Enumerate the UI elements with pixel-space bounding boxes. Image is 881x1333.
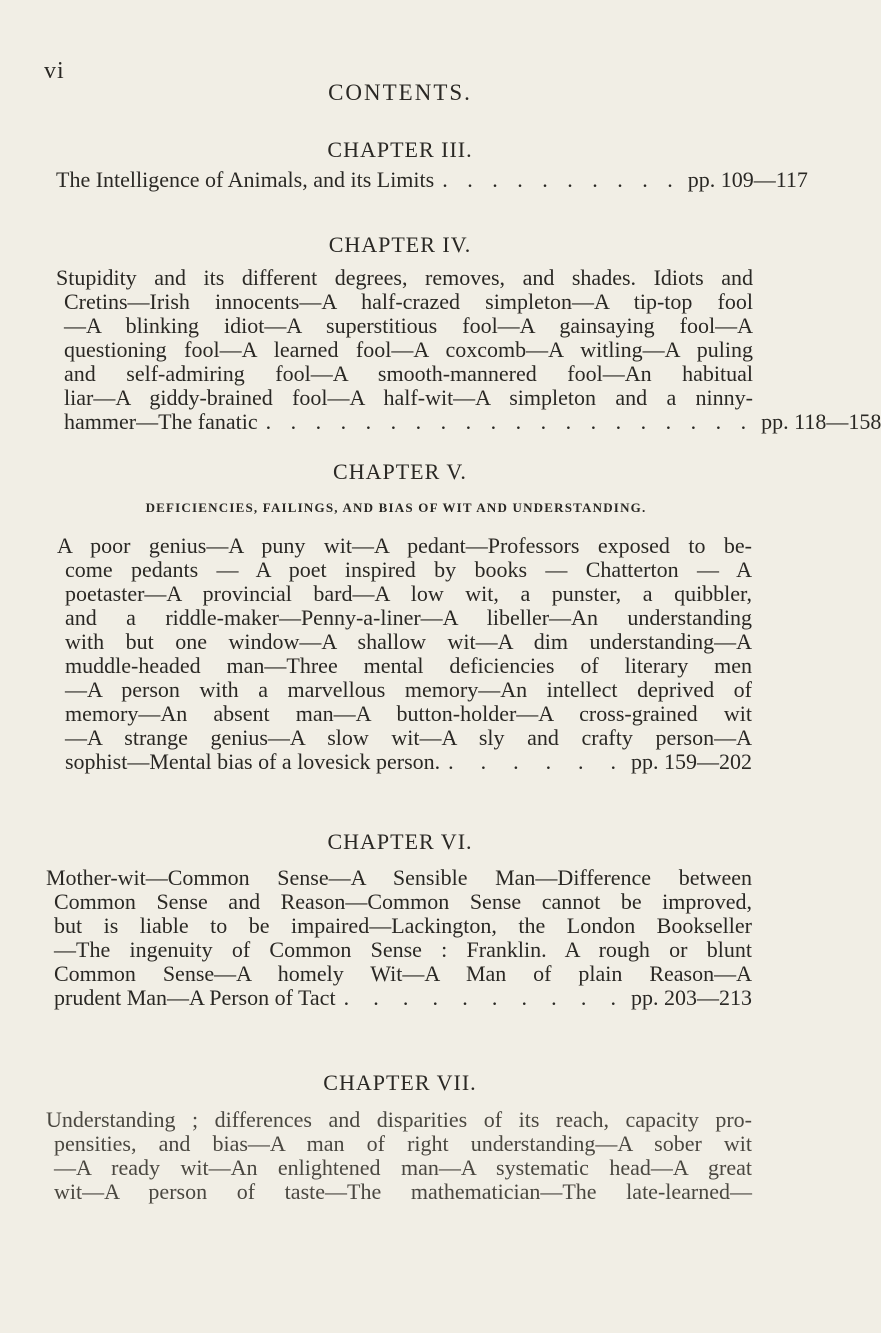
dot-leaders: . . . . . . . . . . . . . . . . . . . . xyxy=(265,409,754,434)
chapter-iv-line: and self-admiring fool—A smooth-mannered fool—An habitual xyxy=(64,361,753,386)
chapter-vi-heading: CHAPTER VI. xyxy=(327,829,473,854)
chapter-iii-text: The Intelligence of Animals, and its Limits xyxy=(56,167,435,192)
chapter-vii-line: pensities, and bias—A man of right understanding—A sober wit xyxy=(54,1131,752,1156)
chapter-v-heading: CHAPTER V. xyxy=(333,459,467,484)
chapter-iii-pages: pp. 109—117 xyxy=(687,167,808,192)
chapter-vii-line: —A ready wit—An enlightened man—A systematic head—A great xyxy=(54,1155,752,1180)
dot-leaders: . . . . . . . . . . xyxy=(442,167,680,192)
chapter-iii-entry xyxy=(56,167,808,192)
chapter-v-text: sophist—Mental bias of a lovesick person. xyxy=(65,749,441,774)
dot-leaders: . . . . . . xyxy=(448,749,623,774)
running-head: CONTENTS. xyxy=(328,80,472,105)
chapter-v-subheading: DEFICIENCIES, FAILINGS, AND BIAS OF WIT AND UNDERSTANDING. xyxy=(145,500,647,515)
page-number: vi xyxy=(44,58,65,84)
chapter-iv-pages: pp. 118—158 xyxy=(761,409,881,434)
chapter-vii-line: Understanding ; differences and disparities of its reach, capacity pro- xyxy=(46,1107,752,1132)
chapter-v-line: and a riddle-maker—Penny-a-liner—A libeller—An understanding xyxy=(65,605,752,630)
chapter-iv-line: questioning fool—A learned fool—A coxcomb—A witling—A puling xyxy=(64,337,753,362)
chapter-v-line: —A strange genius—A slow wit—A sly and crafty person—A xyxy=(65,725,752,750)
chapter-vii-heading: CHAPTER VII. xyxy=(323,1070,477,1095)
chapter-v-line: memory—An absent man—A button-holder—A cross-grained wit xyxy=(65,701,752,726)
chapter-iv-text: hammer—The fanatic xyxy=(64,409,258,434)
chapter-vi-pages: pp. 203—213 xyxy=(631,985,752,1010)
chapter-vi-line: Common Sense—A homely Wit—A Man of plain Reason—A xyxy=(54,961,752,986)
chapter-vi-last-line xyxy=(46,986,752,1010)
chapter-v-line: poetaster—A provincial bard—A low wit, a punster, a quibbler, xyxy=(65,581,752,606)
chapter-v-pages: pp. 159—202 xyxy=(631,749,752,774)
chapter-v-line: come pedants — A poet inspired by books — Chatterton — A xyxy=(65,557,752,582)
chapter-iii-last-line xyxy=(56,167,808,192)
chapter-iv-line: liar—A giddy-brained fool—A half-wit—A simpleton and a ninny- xyxy=(64,385,753,410)
chapter-iv-heading: CHAPTER IV. xyxy=(328,232,472,257)
chapter-v-line: with but one window—A shallow wit—A dim understanding—A xyxy=(65,629,752,654)
chapter-vii-entry xyxy=(46,1108,752,1204)
chapter-vi-line: Mother-wit—Common Sense—A Sensible Man—Difference between xyxy=(46,865,752,890)
chapter-vi-text: prudent Man—A Person of Tact xyxy=(54,985,336,1010)
chapter-v-line: —A person with a marvellous memory—An intellect deprived of xyxy=(65,677,752,702)
chapter-vii-line: wit—A person of taste—The mathematician—The late-learned— xyxy=(54,1179,752,1204)
chapter-v-line: A poor genius—A puny wit—A pedant—Professors exposed to be- xyxy=(57,533,752,558)
chapter-vi-line: Common Sense and Reason—Common Sense cannot be improved, xyxy=(54,889,752,914)
chapter-iii-heading: CHAPTER III. xyxy=(327,137,473,162)
chapter-iv-line: Cretins—Irish innocents—A half-crazed simpleton—A tip-top fool xyxy=(64,289,753,314)
chapter-iv-last-line xyxy=(56,409,881,434)
chapter-vi-line: —The ingenuity of Common Sense : Franklin. A rough or blunt xyxy=(54,937,752,962)
chapter-vi-line: but is liable to be impaired—Lackington, the London Bookseller xyxy=(54,913,752,938)
chapter-v-entry xyxy=(57,534,752,774)
chapter-v-line: muddle-headed man—Three mental deficiencies of literary men xyxy=(65,653,752,678)
chapter-iv-line: Stupidity and its different degrees, removes, and shades. Idiots and xyxy=(56,265,753,290)
chapter-v-last-line xyxy=(57,750,752,774)
dot-leaders: . . . . . . . . . . xyxy=(343,985,623,1010)
chapter-vi-entry xyxy=(46,866,752,1010)
chapter-iv-entry xyxy=(56,265,881,434)
chapter-iv-line: —A blinking idiot—A superstitious fool—A gainsaying fool—A xyxy=(64,313,753,338)
